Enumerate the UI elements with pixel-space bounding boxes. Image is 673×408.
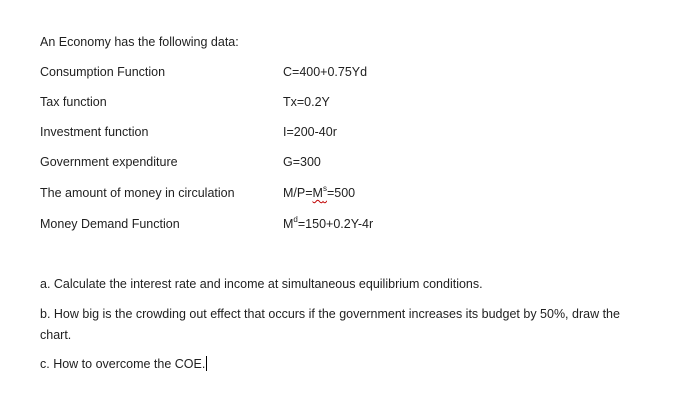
money-circulation-suffix: =500 — [326, 186, 356, 200]
money-circulation-value — [283, 185, 355, 201]
consumption-value: C=400+0.75Yd — [283, 65, 368, 79]
tax-value: Tx=0.2Y — [283, 95, 330, 109]
money-demand-symbol: M — [283, 217, 294, 231]
money-demand-label: Money Demand Function — [40, 217, 180, 231]
question-a: a. Calculate the interest rate and income at simultaneous equilibrium conditions. — [40, 277, 483, 291]
heading-text: An Economy has the following data: — [40, 35, 239, 49]
question-c — [40, 354, 650, 375]
investment-label: Investment function — [40, 125, 149, 139]
money-circulation-label: The amount of money in circulation — [40, 186, 235, 200]
money-demand-value — [283, 216, 373, 232]
consumption-label: Consumption Function — [40, 65, 166, 79]
question-c-text: c. How to overcome the COE. — [40, 357, 206, 371]
money-demand-expression: =150+0.2Y-4r — [297, 217, 374, 231]
money-supply-superscript: s — [322, 184, 327, 193]
money-demand-superscript: d — [293, 215, 298, 224]
money-supply-symbol: $M^s$ — [312, 184, 327, 200]
question-b: b. How big is the crowding out effect that occurs if the government increases its budget by 50%, draw the chart. — [40, 307, 620, 342]
government-value: G=300 — [283, 155, 321, 169]
investment-value: I=200-40r — [283, 125, 337, 139]
government-label: Government expenditure — [40, 155, 178, 169]
tax-label: Tax function — [40, 95, 107, 109]
text-cursor — [206, 356, 207, 371]
money-circulation-prefix: M/P= — [283, 186, 313, 200]
